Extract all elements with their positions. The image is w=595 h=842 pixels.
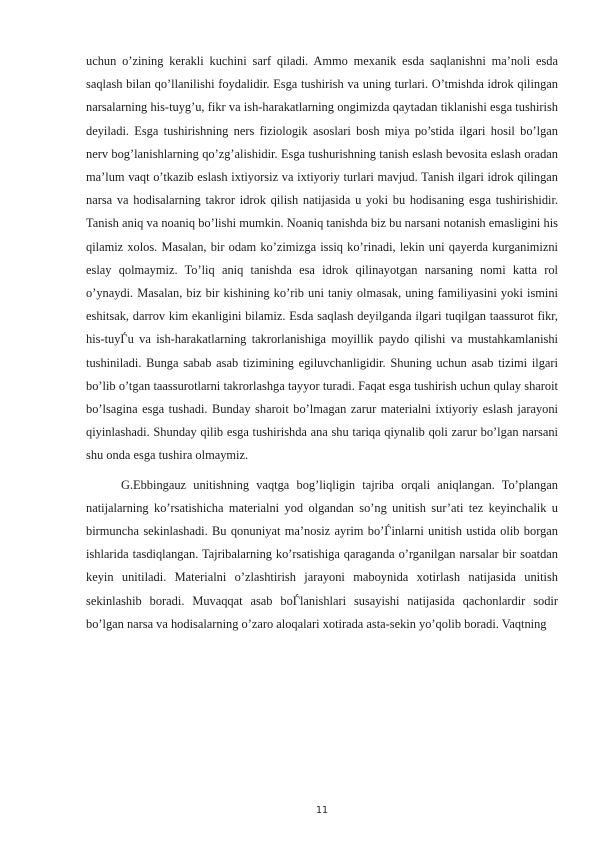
body-paragraph: uchun o’zining kerakli kuchini sarf qiladi. Ammo mexanik esda saqlanishni ma’noli esda saqlash bilan qo’llanilishi foydalidir. Esga tushirish va uning turlari. O’tmishda idrok qilingan narsalarning his-tuyg’u, fikr va ish-harakatlarning ongimizda qaytadan tiklanishi esga tushirish deyiladi. Esga tushirishning ners fiziologik asoslari bosh miya po’stida ilgari hosil bo’lgan nerv bog’lanishlarning qo’zg’alishidir. Esga tushurishning tanish eslash bevosita eslash oradan ma’lum vaqt o’tkazib eslash ixtiyorsiz va ixtiyoriy turlari mavjud. Tanish ilgari idrok qilingan narsa va hodisalarning takror idrok qilish natijasida u yoki bu hodisaning esga tushirishidir. Tanish aniq va noaniq bo’lishi mumkin. Noaniq tanishda biz bu narsani notanish emasligini his qilamiz xolos. Masalan, bir odam ko’zimizga issiq ko’rinadi, lekin uni qayerda kurganimizni eslay qolmaymiz. To’liq aniq tanishda esa idrok qilinayotgan narsaning nomi katta rol o’ynaydi. Masalan, biz bir kishining ko’rib uni taniy olmasak, uning familiyasini yoki ismini eshitsak, darrov kim ekanligini bilamiz. Esda saqlash deyilganda ilgari tuqilgan taassurot fikr, his-tuyЃu va ish-harakatlarning takrorlanishiga moyillik paydo qilishi va mustahkamlanishi tushiniladi. Bunga sabab asab tizimining egiluvchanligidir. Shuning uchun asab tizimi ilgari bo’lib o’tgan taassurotlarni takrorlashga tayyor turadi. Faqat esga tushirish uchun qulay sharoit bo’lsagina esga tushadi. Bunday sharoit bo’lmagan zarur materialni ixtiyoriy eslash jarayoni qiyinlashadi. Shunday qilib esga tushirishda ana shu tariqa qiynalib qoli zarur bo’lgan narsani shu onda esga tushira olmaymiz. (86, 54, 558, 463)
page-number: 11 (315, 805, 329, 816)
body-paragraph: G.Ebbingauz unitishning vaqtga bog’liqligin tajriba orqali aniqlangan. To’plangan natijalarning ko’rsatishicha materialni yod olgandan so’ng unitish sur’ati tez keyinchalik u birmuncha sekinlashadi. Bu qonuniyat ma’nosiz ayrim bo’Ѓinlarni unitish ustida olib borgan ishlarida tasdiqlangan. Tajribalarning ko’rsatishiga qaraganda o’rganilgan narsalar bir soatdan keyin unitiladi. Materialni o’zlashtirish jarayoni maboynida xotirlash natijasida unitish sekinlashib boradi. Muvaqqat asab boЃlanishlari susayishi natijasida qachonlardir sodir bo’lgan narsa va hodisalarning o’zaro aloqalari xotirada asta-sekin yo’qolib boradi. Vaqtning (86, 477, 558, 631)
document-page (86, 50, 558, 636)
